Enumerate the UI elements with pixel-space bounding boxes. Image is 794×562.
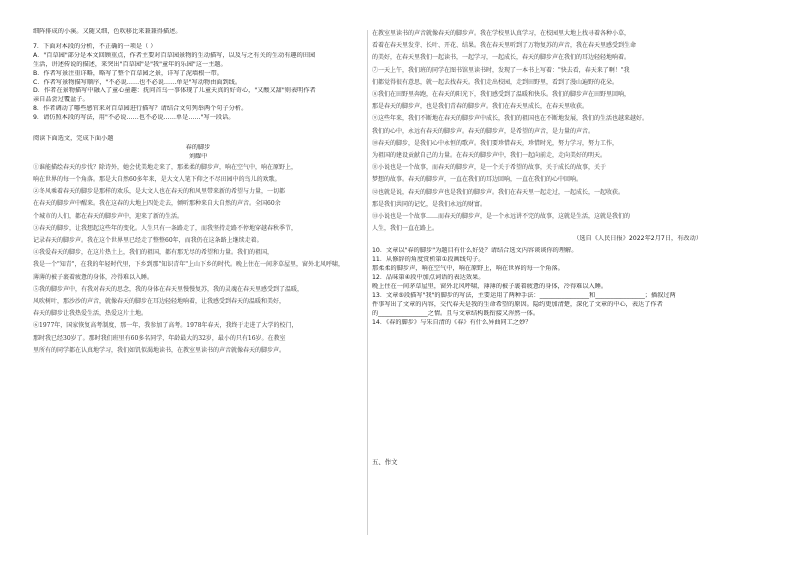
question-10: 10．文章以"春的脚步"为题目有什么好处？请结合选文内容谈谈你的理解。 [372, 247, 578, 255]
question-13-line2: 件事写出了文章的内容，交代春天是我的生命希望的原因。隐约更加清楚，深化了文章的中心，表达了作者 [372, 300, 663, 308]
passage-line: 为祖国的建设贡献自己的力量。在春天的脚步声中，我们一起向前走，走向美好的明天。 [372, 152, 607, 160]
passage-line: 在春天的脚步声中醒来。我在这春的大地上四处走去，倾听那种来自大自然的声音。全国60余 [33, 200, 281, 208]
passage-line: ⑩春天的脚步，是我们心中永恒的歌声。我们要珍惜春天，珍惜时光，努力学习，努力工作， [372, 139, 619, 147]
passage-line: ⑪小说也是一个故事，而春天的脚步声，是一个关于希望的故事，关于成长的故事，关于 [372, 164, 607, 172]
passage-line: 薄薄的被子裹着疲惫的身体，冷得难以入睡。 [33, 273, 154, 281]
passage-line: 的美好，在春天里我们一起读书，一起学习，一起成长，春天的脚步声在我们的耳边轻轻地响着。 [372, 54, 631, 62]
passage-title: 春的脚步 [185, 143, 211, 151]
passage-line: 春天的脚步让我热爱生活，热爱这片土地。 [33, 310, 148, 318]
option-a-line2: 生活，讲述传说的描述，来突出"百草园"是"我"童年的乐园"这一主题。 [33, 60, 227, 68]
question-13-line1: 13．文章⑤段描写"我"的脚步的写法，主要运用了两种手法：________________和________________；插叙过两 [372, 291, 676, 299]
option-d-line1: D．作者在景物描写中融入了童心童趣：抚问首乌一事体现了儿童天真的好奇心，"又酸又甜"则表明作者 [33, 87, 316, 95]
question-8: 8．作者调动了哪些感官来对百草园进行描写？请结合文句列举两个句子分析。 [33, 105, 248, 113]
option-a-line1: A．"百草园"部分是本文回顾重点，作者主要对百草园景物的生动描写，以及与之有关的生动有趣的田园 [33, 51, 316, 59]
left-passage [33, 162, 363, 357]
question-11: 11．从修辞的角度赏析第①段画线句子。 [372, 256, 485, 264]
passage-line: 那是我们共同的记忆，是我们永远的财富。 [372, 200, 487, 208]
passage-line: ⑨这些年来，我们不断地在春天的脚步声中成长，我们的祖国也在不断地发展，我们的生活也越来越好。 [372, 115, 649, 123]
question-11-quote: 那柔柔的脚步声，响在空气中，响在原野上，响在世界的每一个角落。 [372, 265, 564, 273]
passage-line: 记录春天的脚步声。我在这个世界里已经走了整整60年，而我仍在这条路上继续走着。 [33, 237, 263, 244]
option-b: B．作者写景注重详略，略写了整个百草园之景，详写了泥墙根一带。 [33, 69, 223, 77]
passage-line: 在教室里读书的声音就像春天的脚步声。我在学校里认真学习，在校园里大地上找寻着各种小草， [372, 30, 631, 37]
passage-author: 刘耀中 [188, 152, 208, 160]
passage-line: ⑬小说也是一个故事……而春天的脚步声，是一个永远讲不完的故事，这就是生活，这就是我们的 [372, 213, 631, 221]
left-column [33, 28, 363, 357]
question-12-quote: 晚上住在一间茅草屋里，窗外北风呼啸，薄薄的被子裹着疲惫的身体，冷得难以入睡。 [372, 282, 608, 290]
passage-line: 梦想的故事。春天的脚步声，一直在我们的耳边回响，一直在我们的心中回响。 [372, 176, 583, 184]
passage-line: ④我爱春天的脚步，在这片热土上，我们的祖国，都有那无尽的希望和力量。我们的祖国， [33, 249, 274, 257]
passage-line: 里所有的同学都在认真地学习，我们如饥似渴地读书，在教室里读书的声音就像春天的脚步声。 [33, 346, 286, 354]
question-7: 7．下面对本段的分析，不正确的一项是（ ） [33, 42, 157, 50]
passage-line: 我们的心中，永远有春天的脚步声。春天的脚步声，是希望的声音，是力量的声音。 [372, 127, 595, 135]
column-divider [367, 30, 368, 535]
passage-line: ⑤我的脚步声中，有我对春天的思念，我的身体在春天里慢慢复苏，我的灵魂在春天里感受到了温暖， [33, 285, 304, 293]
passage-line: 风吹树叶，那沙沙的声音，就像春天的脚步在耳边轻轻地响着，让我感受到春天的温暖和美好， [33, 298, 286, 306]
passage-line: ⑧我们在田野里奔跑，在春天的阳光下，我们感受到了温暖和快乐。我们的脚步声在田野里回响， [372, 91, 631, 99]
question-12: 12．品味第④段中加点词语的表达效果。 [372, 274, 485, 282]
passage-line: 那时我已经30岁了。那时我们班里有60多名同学，年龄最大的32岁，最小的只有16岁。在教室 [33, 334, 286, 342]
option-c: C．作者写景物描写顺序，"不必说……也不必说……单是"写动物由面到线。 [33, 78, 242, 86]
passage-line: ②冬风乘着春天的脚步是那样的欢乐，是大文人也在春天的和风里带来新的希望与力量，一切都 [33, 188, 286, 196]
passage-line: ①谁能描绘春天的步伐？除诗外，她会优美地走来了，那柔柔的脚步声，响在空气中，响在原野上， [33, 163, 298, 171]
question-14: 14．《春的脚步》与朱自清的《春》有什么异曲同工之妙？ [372, 318, 532, 326]
passage-line: 响在世界的每一个角落。那是大自然60多年来，是大文人笔下仰之不尽田园中的鸟儿的欢歌。 [33, 175, 281, 183]
source-note: （选自《人民日报》2022年2月7日，有改动） [573, 235, 702, 243]
right-column [372, 28, 702, 466]
right-passage [372, 28, 702, 235]
question-13-line3: 的________________之情。且与文章结构既衔接又浑然一体。 [372, 309, 540, 317]
passage-line: 那是春天的脚步声，也是我们青春的脚步声。我们在春天里成长，在春天里收获。 [372, 103, 589, 111]
passage-line: 们都觉得很有意思，就一起去找春天。我们走出校园，走到田野里，看到了漫山遍野的花朵。 [372, 78, 619, 86]
passage-line: 看着在春天里发芽、长叶、开花、结果。我在春天里听到了万物复苏的声音，我在春天里感受到生命 [372, 42, 637, 50]
passage-line: 人生，我们一直在路上。 [372, 225, 439, 233]
reading-intro: 阅读下面选文，完成下面小题 [33, 135, 114, 143]
option-d-line2: 亲自品尝过覆盆子。 [33, 96, 89, 104]
passage-line: ⑫也就是说，春天的脚步声也是我们的脚步声。我们在春天里一起走过，一起成长，一起收获。 [372, 188, 625, 196]
passage-line: ⑦一天上午，我们班的同学在图书馆里读书时，发现了一本书上写着："快去看，春天来了啊！"我 [372, 66, 630, 74]
continuation-line: 细阵排成的小溪。又随又细，色吹移比来兼兼得描述。 [33, 28, 182, 35]
passage-line: 我是一个"知青"，在我的年轻时代里，下乡到那"知识青年"上山下乡的时代。晚上住在一间茅草屋里，窗外北风呼啸， [33, 261, 345, 269]
question-9: 9．请仿照本段的写法，用"不必说……也不必说……单是……"写一段话。 [33, 114, 235, 122]
section-five-heading: 五、作文 [372, 457, 398, 466]
passage-line: ③春天的脚步，让我想起这些年的变化。人生只有一条路走了，而我坚持走路不停地穿越春秋季节， [33, 224, 298, 232]
passage-line: ⑥1977年，国家恢复高考制度，那一年，我参加了高考。1978年春天，我终于走进了大学的校门， [33, 322, 298, 330]
passage-line: 个城市的人们，都在春天的脚步声中，迎来了新的生活。 [33, 212, 184, 220]
